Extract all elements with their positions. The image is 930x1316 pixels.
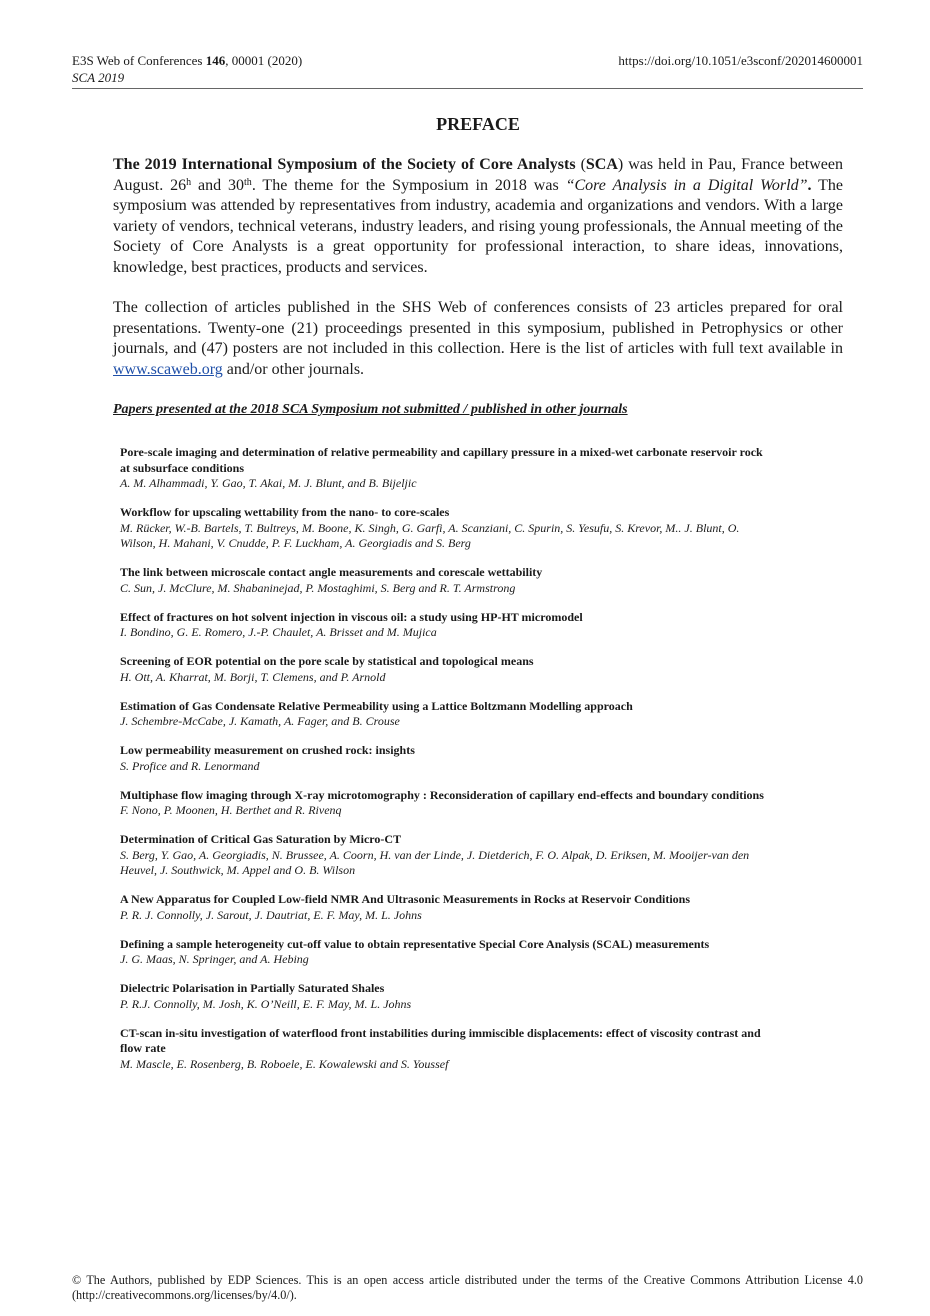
- paper-entry: [120, 565, 770, 596]
- paper-authors: H. Ott, A. Kharrat, M. Borji, T. Clemens, and P. Arnold: [120, 669, 386, 684]
- paper-authors: M. Mascle, E. Rosenberg, B. Roboele, E. Kowalewski and S. Youssef: [120, 1056, 449, 1071]
- paper-authors: F. Nono, P. Moonen, H. Berthet and R. Rivenq: [120, 803, 342, 817]
- paper-authors: S. Profice and R. Lenormand: [120, 758, 260, 773]
- paper-authors: P. R. J. Connolly, J. Sarout, J. Dautriat, E. F. May, M. L. Johns: [120, 907, 422, 922]
- journal-citation: E3S Web of Conferences 146, 00001 (2020): [72, 53, 303, 68]
- paper-title: Defining a sample heterogeneity cut-off value to obtain representative Special Core Analysis (SCAL) measurements: [120, 936, 710, 951]
- paper-title: Workflow for upscaling wettability from the nano- to core-scales: [120, 505, 450, 519]
- paper-title: Estimation of Gas Condensate Relative Permeability using a Lattice Boltzmann Modelling approach: [120, 698, 633, 713]
- intro-paragraph: The 2019 International Symposium of the Society of Core Analysts (SCA) was held in Pau, France between August. 26$^h$ and 30th. The theme for the Symposium in 2018 was “Core Analysis in a Digital World”. The symposium was attended by representatives from industry, academia and organizations and vendors. With a large variety of vendors, technical veterans, industry leaders, and rising young professionals, the Annual meeting of the Society of Core Analysts is a great opportunity for professional interaction, to share ideas, innovations, knowledge, best practices, products and services.: [113, 156, 844, 276]
- running-header: [72, 52, 863, 89]
- paper-title: Dielectric Polarisation in Partially Saturated Shales: [120, 981, 385, 995]
- paper-entry: [120, 981, 770, 1012]
- scaweb-link[interactable]: www.scaweb.org: [113, 360, 223, 378]
- paper-title: Low permeability measurement on crushed rock: insights: [120, 743, 415, 757]
- paper-title: A New Apparatus for Coupled Low-field NMR And Ultrasonic Measurements in Rocks at Reservoir Conditions: [120, 892, 691, 906]
- paper-title: Multiphase flow imaging through X-ray microtomography : Reconsideration of capillary end-effects and boundary conditions: [120, 787, 764, 802]
- paper-authors: I. Bondino, G. E. Romero, J.-P. Chaulet, A. Brisset and M. Mujica: [120, 625, 437, 639]
- page-title: PREFACE: [436, 114, 520, 134]
- paper-entry: [120, 699, 770, 730]
- paper-title: CT-scan in-situ investigation of waterflood front instabilities during immiscible displacements: effect of viscosity contrast and flow rate: [120, 1025, 761, 1055]
- paper-title: Screening of EOR potential on the pore scale by statistical and topological means: [120, 654, 534, 668]
- paper-entry: [120, 654, 770, 685]
- section-heading: Papers presented at the 2018 SCA Symposium not submitted / published in other journals: [113, 402, 628, 417]
- paper-title: Determination of Critical Gas Saturation by Micro-CT: [120, 832, 402, 846]
- paper-list: [120, 445, 770, 1086]
- paper-entry: [120, 1026, 770, 1073]
- paper-authors: J. Schembre-McCabe, J. Kamath, A. Fager, and B. Crouse: [120, 714, 400, 728]
- paper-entry: [120, 505, 770, 552]
- paper-title: Effect of fractures on hot solvent injection in viscous oil: a study using HP-HT micromodel: [120, 609, 583, 624]
- paper-authors: A. M. Alhammadi, Y. Gao, T. Akai, M. J. Blunt, and B. Bijeljic: [120, 476, 417, 490]
- collection-paragraph: The collection of articles published in the SHS Web of conferences consists of 23 articles prepared for oral presentations. Twenty-one (21) proceedings presented in this symposium, published in Petrophysics or other journals, and (47) posters are not included in this collection. Here is the list of articles with full text available in www.scaweb.org and/or other journals.: [113, 299, 843, 378]
- paper-entry: [120, 892, 770, 923]
- paper-title: The link between microscale contact angle measurements and corescale wettability: [120, 565, 543, 579]
- paper-authors: M. Rücker, W.-B. Bartels, T. Bultreys, M. Boone, K. Singh, G. Garfi, A. Scanziani, C. Spurin, S. Yesufu, S. Krevor, M.. J. Blunt, O. Wilson, H. Mahani, V. Cnudde, P. F. Luckham, A. Georgiadis and S. Berg: [120, 520, 740, 550]
- paper-entry: [120, 832, 770, 879]
- paper-authors: S. Berg, Y. Gao, A. Georgiadis, N. Brussee, A. Coorn, H. van der Linde, J. Dietderich, F. O. Alpak, D. Eriksen, M. Mooijer-van den Heuvel, J. Southwick, M. Appel and O. B. Wilson: [120, 847, 750, 877]
- paper-entry: [120, 788, 770, 819]
- paper-entry: [120, 937, 770, 968]
- paper-entry: [120, 445, 770, 492]
- paper-title: Pore-scale imaging and determination of relative permeability and capillary pressure in a mixed-wet carbonate reservoir rock at subsurface conditions: [120, 445, 763, 475]
- paper-authors: P. R.J. Connolly, M. Josh, K. O’Neill, E. F. May, M. L. Johns: [120, 996, 412, 1011]
- license-footer: © The Authors, published by EDP Sciences. This is an open access article distributed under the terms of the Creative Commons Attribution License 4.0 (http://creativecommons.org/licenses/by/4.0/).: [72, 1273, 863, 1302]
- paper-entry: [120, 610, 770, 641]
- paper-authors: J. G. Maas, N. Springer, and A. Hebing: [120, 952, 309, 966]
- paper-authors: C. Sun, J. McClure, M. Shabaninejad, P. Mostaghimi, S. Berg and R. T. Armstrong: [120, 580, 516, 595]
- paper-entry: [120, 743, 770, 774]
- venue-label: SCA 2019: [72, 70, 125, 85]
- doi-link[interactable]: https://doi.org/10.1051/e3sconf/202014600001: [618, 53, 863, 68]
